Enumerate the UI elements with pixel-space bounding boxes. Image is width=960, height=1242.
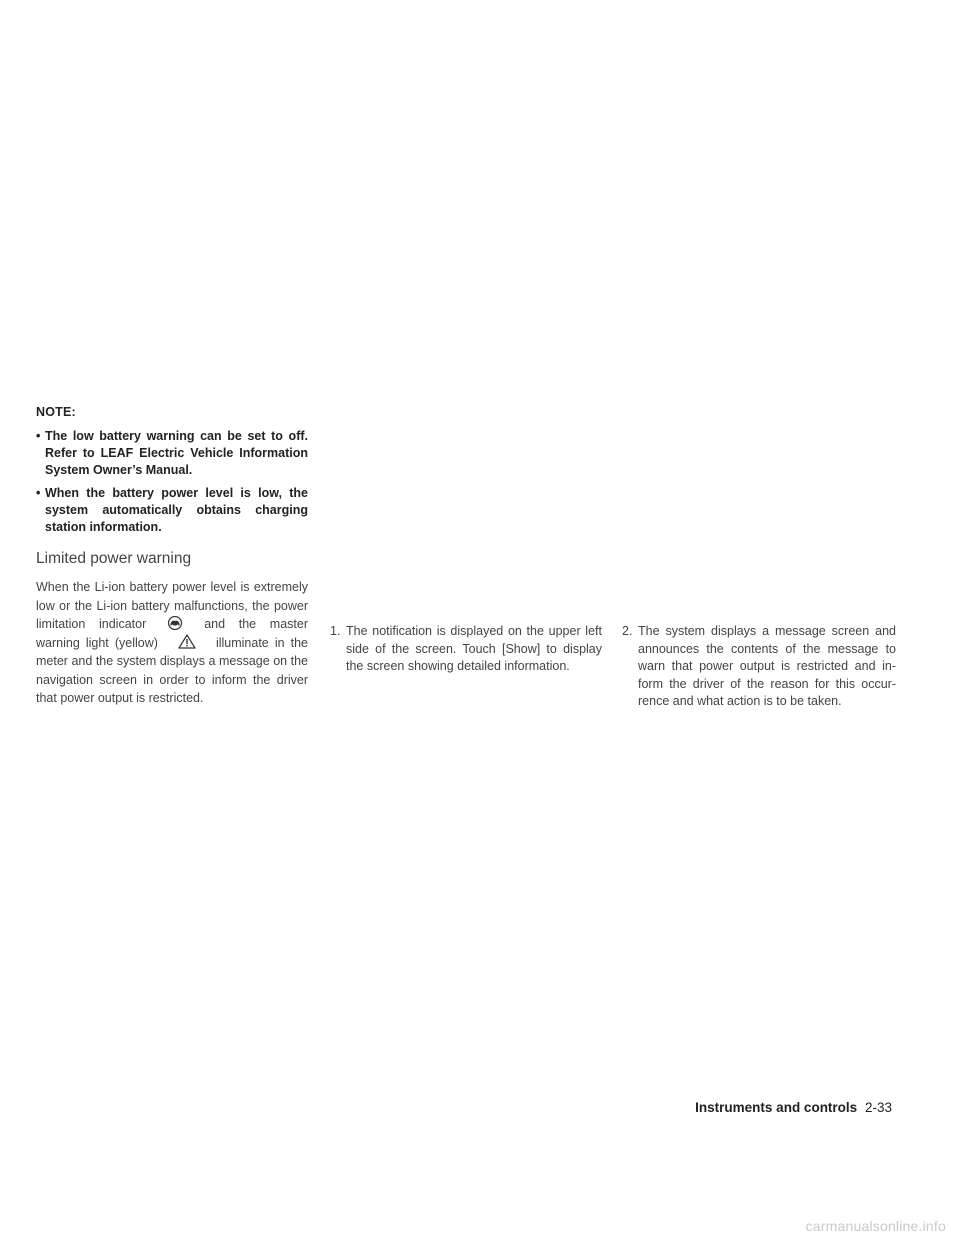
chapter-title: Instruments and controls [695, 1100, 858, 1115]
bullet-dot: • [36, 486, 41, 500]
step-2 [622, 623, 896, 711]
para-part-1: When the Li-ion battery power level is extremely low or the Li-ion battery malfunctions, the power limitation indicator [36, 580, 308, 631]
power-limitation-indicator-icon [146, 616, 204, 630]
para-part-3: illuminate in the meter and the system displays a message on the navigation screen in order to inform the driver that power output is restricted. [36, 635, 309, 705]
note-heading: NOTE: [36, 405, 76, 419]
left-column [36, 405, 308, 708]
page-footer [695, 1100, 892, 1115]
bullet-dot: • [36, 429, 41, 443]
note-bullet-text: The low battery warning can be set to off. Refer to LEAF Electric Vehicle Information System Owner’s Manual. [45, 429, 308, 477]
step-text: The system displays a message screen and announces the contents of the message to warn that power output is restricted and in- form the driver of the reason for this occur- rence and what action is to be taken. [638, 624, 896, 708]
section-paragraph [36, 578, 308, 708]
page-number: 2-33 [864, 1100, 892, 1115]
watermark: carmanualsonline.info [805, 1218, 946, 1234]
note-bullet-1 [36, 428, 308, 479]
step-number: 2. [622, 624, 633, 638]
step-number: 1. [330, 624, 341, 638]
step-text: The notification is displayed on the upper left side of the screen. Touch [Show] to display the screen showing detailed information. [346, 624, 602, 673]
para-part-2: and the master warning light (yellow) [36, 617, 308, 650]
section-title: Limited power warning [36, 550, 192, 567]
master-warning-light-icon [158, 634, 216, 648]
note-bullet-text: When the battery power level is low, the system automatically obtains charging station information. [45, 486, 308, 534]
note-bullet-2 [36, 485, 308, 536]
step-1 [330, 623, 602, 676]
